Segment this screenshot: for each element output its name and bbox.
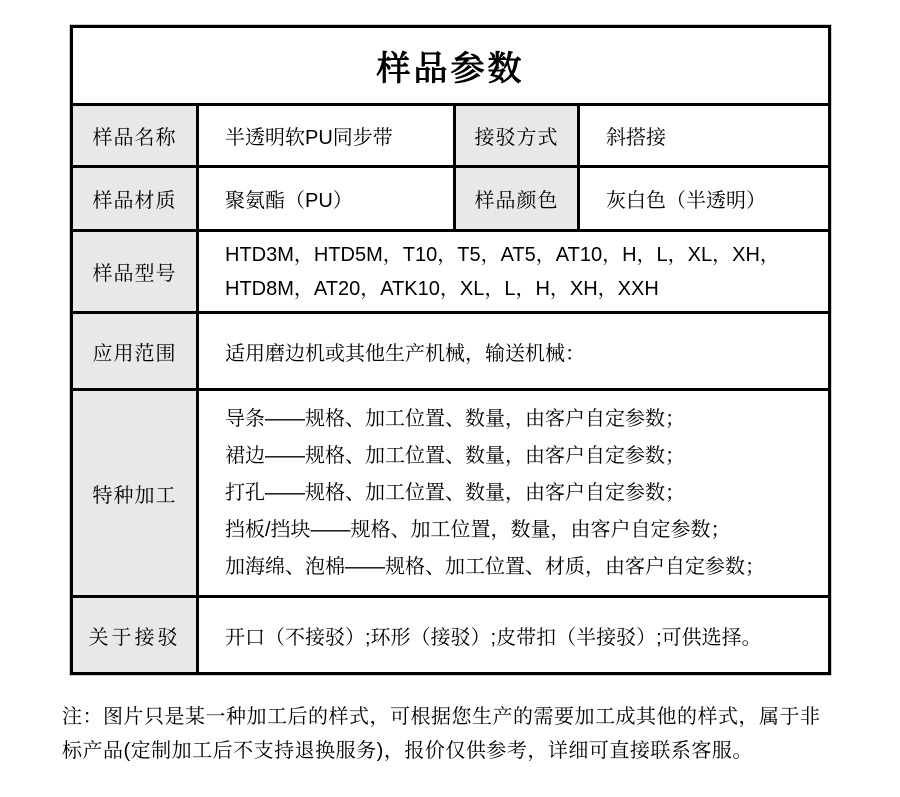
application-range-value: 适用磨边机或其他生产机械，输送机械：: [198, 313, 830, 390]
processing-line-4: 挡板/挡块——规格、加工位置，数量，由客户自定参数；: [225, 518, 731, 541]
sample-model-value: [198, 231, 830, 313]
joint-method-value: 斜搭接: [579, 105, 830, 167]
model-line-2: HTD8M，AT20，ATK10，XL，L，H，XH，XXH: [225, 277, 659, 300]
table-row-material: [72, 167, 830, 231]
table-row-model: [72, 231, 830, 313]
processing-line-5: 加海绵、泡棉——规格、加工位置、材质，由客户自定参数；: [225, 555, 765, 578]
special-processing-value: [198, 390, 830, 597]
sample-name-value: 半透明软PU同步带: [198, 105, 455, 167]
sample-color-value: 灰白色（半透明）: [579, 167, 830, 231]
footer-note-line-1: 注：图片只是某一种加工后的样式，可根据您生产的需要加工成其他的样式，属于非: [62, 706, 821, 728]
page-title: 样品参数: [72, 27, 830, 105]
table-row-application: [72, 313, 830, 390]
sample-color-label: 样品颜色: [455, 167, 579, 231]
model-line-1: HTD3M，HTD5M，T10，T5，AT5，AT10，H，L，XL，XH，: [225, 243, 780, 266]
table-row-joint-info: [72, 597, 830, 674]
table-row-special-processing: [72, 390, 830, 597]
processing-line-3: 打孔——规格、加工位置、数量，由客户自定参数；: [225, 481, 685, 504]
footer-note-line-2: 标产品(定制加工后不支持退换服务)，报价仅供参考，详细可直接联系客服。: [62, 740, 753, 762]
sample-model-label: 样品型号: [72, 231, 198, 313]
about-joint-value: 开口（不接驳）;环形（接驳）;皮带扣（半接驳）;可供选择。: [198, 597, 830, 674]
sample-name-label: 样品名称: [72, 105, 198, 167]
sample-parameters-table: [70, 25, 831, 675]
special-processing-label: 特种加工: [72, 390, 198, 597]
sample-material-label: 样品材质: [72, 167, 198, 231]
title-row: [72, 27, 830, 105]
sample-material-value: 聚氨酯（PU）: [198, 167, 455, 231]
application-range-label: 应用范围: [72, 313, 198, 390]
joint-method-label: 接驳方式: [455, 105, 579, 167]
processing-line-1: 导条——规格、加工位置、数量，由客户自定参数；: [225, 407, 685, 430]
about-joint-label: 关于接驳: [72, 597, 198, 674]
footer-note: [62, 700, 852, 768]
table-row-name: [72, 105, 830, 167]
processing-line-2: 裙边——规格、加工位置、数量，由客户自定参数；: [225, 444, 685, 467]
